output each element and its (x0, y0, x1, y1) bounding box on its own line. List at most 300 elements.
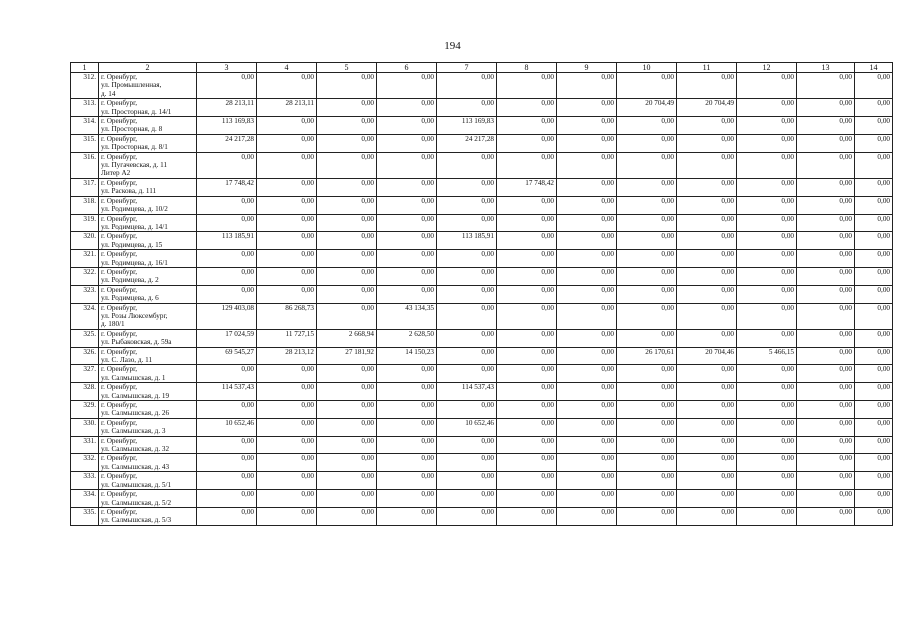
value-cell: 0,00 (617, 329, 677, 347)
value-cell: 43 134,35 (377, 303, 437, 329)
value-cell: 0,00 (437, 152, 497, 178)
value-cell: 0,00 (677, 507, 737, 525)
value-cell: 0,00 (197, 285, 257, 303)
value-cell: 10 652,46 (197, 418, 257, 436)
value-cell: 0,00 (497, 152, 557, 178)
column-header: 1 (71, 63, 99, 73)
value-cell: 0,00 (617, 214, 677, 232)
value-cell: 0,00 (737, 134, 797, 152)
value-cell: 0,00 (797, 454, 855, 472)
value-cell: 5 466,15 (737, 347, 797, 365)
value-cell: 0,00 (437, 401, 497, 419)
table-row (71, 99, 893, 117)
value-cell: 0,00 (437, 365, 497, 383)
value-cell: 0,00 (797, 418, 855, 436)
table-row (71, 418, 893, 436)
value-cell: 2 668,94 (317, 329, 377, 347)
value-cell: 0,00 (737, 401, 797, 419)
value-cell: 0,00 (257, 507, 317, 525)
value-cell: 0,00 (797, 490, 855, 508)
value-cell: 0,00 (617, 73, 677, 99)
value-cell: 0,00 (437, 250, 497, 268)
column-header: 12 (737, 63, 797, 73)
value-cell: 0,00 (197, 365, 257, 383)
value-cell: 0,00 (737, 285, 797, 303)
value-cell: 0,00 (497, 490, 557, 508)
value-cell: 0,00 (737, 454, 797, 472)
value-cell: 0,00 (797, 285, 855, 303)
value-cell: 0,00 (437, 178, 497, 196)
value-cell: 0,00 (737, 383, 797, 401)
value-cell: 0,00 (497, 401, 557, 419)
value-cell: 0,00 (677, 383, 737, 401)
value-cell: 0,00 (855, 490, 893, 508)
value-cell: 0,00 (257, 178, 317, 196)
value-cell: 0,00 (617, 178, 677, 196)
value-cell: 0,00 (855, 196, 893, 214)
row-number: 314. (71, 117, 99, 135)
table-row (71, 383, 893, 401)
row-number: 318. (71, 196, 99, 214)
value-cell: 0,00 (797, 303, 855, 329)
value-cell: 0,00 (497, 329, 557, 347)
value-cell: 0,00 (437, 214, 497, 232)
header-row (71, 63, 893, 73)
value-cell: 27 181,92 (317, 347, 377, 365)
address-cell: г. Оренбург, ул. Промышленная, д. 14 (99, 73, 197, 99)
value-cell: 11 727,15 (257, 329, 317, 347)
table-row (71, 347, 893, 365)
value-cell: 0,00 (257, 418, 317, 436)
value-cell: 0,00 (197, 267, 257, 285)
value-cell: 0,00 (797, 401, 855, 419)
value-cell: 17 748,42 (197, 178, 257, 196)
value-cell: 0,00 (377, 250, 437, 268)
table-row (71, 507, 893, 525)
value-cell: 0,00 (437, 347, 497, 365)
value-cell: 0,00 (737, 365, 797, 383)
value-cell: 0,00 (797, 134, 855, 152)
row-number: 328. (71, 383, 99, 401)
value-cell: 0,00 (377, 196, 437, 214)
value-cell: 0,00 (617, 267, 677, 285)
value-cell: 0,00 (617, 117, 677, 135)
value-cell: 20 704,49 (677, 99, 737, 117)
value-cell: 0,00 (197, 73, 257, 99)
value-cell: 2 628,50 (377, 329, 437, 347)
table-row (71, 303, 893, 329)
row-number: 326. (71, 347, 99, 365)
value-cell: 0,00 (377, 152, 437, 178)
value-cell: 0,00 (557, 401, 617, 419)
address-cell: г. Оренбург, ул. Родимцева, д. 2 (99, 267, 197, 285)
value-cell: 0,00 (377, 383, 437, 401)
value-cell: 0,00 (497, 267, 557, 285)
value-cell: 0,00 (737, 232, 797, 250)
value-cell: 0,00 (557, 178, 617, 196)
value-cell: 0,00 (797, 329, 855, 347)
value-cell: 0,00 (437, 436, 497, 454)
value-cell: 17 748,42 (497, 178, 557, 196)
value-cell: 0,00 (437, 329, 497, 347)
value-cell: 0,00 (617, 152, 677, 178)
value-cell: 0,00 (317, 99, 377, 117)
value-cell: 0,00 (677, 436, 737, 454)
value-cell: 0,00 (257, 285, 317, 303)
value-cell: 0,00 (617, 303, 677, 329)
value-cell: 113 169,83 (437, 117, 497, 135)
value-cell: 0,00 (855, 134, 893, 152)
value-cell: 0,00 (317, 214, 377, 232)
address-cell: г. Оренбург, ул. Родимцева, д. 16/1 (99, 250, 197, 268)
value-cell: 0,00 (855, 472, 893, 490)
row-number: 317. (71, 178, 99, 196)
value-cell: 0,00 (557, 436, 617, 454)
table-row (71, 232, 893, 250)
value-cell: 0,00 (617, 472, 677, 490)
value-cell: 14 150,23 (377, 347, 437, 365)
table-row (71, 436, 893, 454)
value-cell: 0,00 (855, 250, 893, 268)
value-cell: 0,00 (437, 507, 497, 525)
value-cell: 0,00 (497, 73, 557, 99)
value-cell: 0,00 (197, 507, 257, 525)
value-cell: 24 217,28 (437, 134, 497, 152)
value-cell: 0,00 (737, 73, 797, 99)
value-cell: 0,00 (497, 418, 557, 436)
value-cell: 28 213,11 (197, 99, 257, 117)
value-cell: 0,00 (197, 214, 257, 232)
value-cell: 0,00 (677, 73, 737, 99)
column-header: 14 (855, 63, 893, 73)
value-cell: 0,00 (497, 365, 557, 383)
row-number: 322. (71, 267, 99, 285)
column-header: 10 (617, 63, 677, 73)
value-cell: 113 169,83 (197, 117, 257, 135)
value-cell: 0,00 (377, 285, 437, 303)
value-cell: 0,00 (317, 134, 377, 152)
address-cell: г. Оренбург, ул. Салмышская, д. 3 (99, 418, 197, 436)
value-cell: 0,00 (377, 454, 437, 472)
address-cell: г. Оренбург, ул. Родимцева, д. 6 (99, 285, 197, 303)
value-cell: 0,00 (497, 507, 557, 525)
address-cell: г. Оренбург, ул. Просторная, д. 14/1 (99, 99, 197, 117)
address-cell: г. Оренбург, ул. Салмышская, д. 26 (99, 401, 197, 419)
value-cell: 0,00 (197, 152, 257, 178)
value-cell: 0,00 (797, 365, 855, 383)
value-cell: 0,00 (437, 303, 497, 329)
value-cell: 0,00 (797, 214, 855, 232)
value-cell: 0,00 (437, 472, 497, 490)
table-row (71, 196, 893, 214)
row-number: 334. (71, 490, 99, 508)
value-cell: 0,00 (317, 117, 377, 135)
value-cell: 0,00 (437, 285, 497, 303)
value-cell: 0,00 (257, 383, 317, 401)
table-row (71, 365, 893, 383)
value-cell: 0,00 (257, 134, 317, 152)
table-row (71, 117, 893, 135)
value-cell: 0,00 (437, 196, 497, 214)
table-row (71, 401, 893, 419)
table-body (71, 73, 893, 526)
value-cell: 0,00 (677, 117, 737, 135)
value-cell: 0,00 (797, 347, 855, 365)
address-cell: г. Оренбург, ул. Салмышская, д. 5/3 (99, 507, 197, 525)
value-cell: 113 185,91 (197, 232, 257, 250)
value-cell: 0,00 (677, 454, 737, 472)
page-number: 194 (444, 40, 461, 52)
value-cell: 0,00 (377, 507, 437, 525)
value-cell: 0,00 (737, 250, 797, 268)
table-row (71, 285, 893, 303)
value-cell: 0,00 (677, 152, 737, 178)
table-row (71, 214, 893, 232)
value-cell: 0,00 (677, 418, 737, 436)
value-cell: 0,00 (377, 178, 437, 196)
value-cell: 0,00 (737, 99, 797, 117)
row-number: 321. (71, 250, 99, 268)
address-cell: г. Оренбург, ул. Салмышская, д. 1 (99, 365, 197, 383)
value-cell: 114 537,43 (437, 383, 497, 401)
value-cell: 0,00 (737, 490, 797, 508)
value-cell: 0,00 (797, 152, 855, 178)
data-table (70, 62, 893, 526)
value-cell: 0,00 (317, 250, 377, 268)
value-cell: 0,00 (497, 214, 557, 232)
value-cell: 0,00 (257, 472, 317, 490)
row-number: 320. (71, 232, 99, 250)
table-row (71, 152, 893, 178)
value-cell: 0,00 (797, 507, 855, 525)
value-cell: 86 268,73 (257, 303, 317, 329)
value-cell: 0,00 (855, 73, 893, 99)
value-cell: 0,00 (797, 232, 855, 250)
address-cell: г. Оренбург, ул. С. Лазо, д. 11 (99, 347, 197, 365)
value-cell: 17 024,59 (197, 329, 257, 347)
value-cell: 0,00 (557, 507, 617, 525)
address-cell: г. Оренбург, ул. Пугачевская, д. 11 Литер А2 (99, 152, 197, 178)
row-number: 319. (71, 214, 99, 232)
value-cell: 0,00 (317, 196, 377, 214)
value-cell: 0,00 (497, 99, 557, 117)
address-cell: г. Оренбург, ул. Рыбаковская, д. 59а (99, 329, 197, 347)
address-cell: г. Оренбург, ул. Розы Люксембург, д. 180/1 (99, 303, 197, 329)
value-cell: 0,00 (557, 347, 617, 365)
table-header (71, 63, 893, 73)
value-cell: 0,00 (317, 418, 377, 436)
value-cell: 113 185,91 (437, 232, 497, 250)
table-row (71, 454, 893, 472)
value-cell: 0,00 (497, 347, 557, 365)
value-cell: 0,00 (855, 383, 893, 401)
address-cell: г. Оренбург, ул. Родимцева, д. 10/2 (99, 196, 197, 214)
row-number: 330. (71, 418, 99, 436)
row-number: 323. (71, 285, 99, 303)
value-cell: 0,00 (317, 472, 377, 490)
column-header: 6 (377, 63, 437, 73)
value-cell: 0,00 (737, 472, 797, 490)
value-cell: 0,00 (257, 490, 317, 508)
value-cell: 0,00 (677, 401, 737, 419)
value-cell: 0,00 (855, 285, 893, 303)
value-cell: 0,00 (855, 347, 893, 365)
value-cell: 0,00 (617, 383, 677, 401)
value-cell: 0,00 (377, 418, 437, 436)
value-cell: 0,00 (257, 117, 317, 135)
value-cell: 0,00 (557, 73, 617, 99)
value-cell: 0,00 (377, 436, 437, 454)
value-cell: 0,00 (557, 232, 617, 250)
value-cell: 0,00 (737, 152, 797, 178)
value-cell: 0,00 (557, 117, 617, 135)
value-cell: 0,00 (317, 507, 377, 525)
value-cell: 0,00 (557, 418, 617, 436)
value-cell: 0,00 (617, 507, 677, 525)
value-cell: 0,00 (617, 285, 677, 303)
table-row (71, 73, 893, 99)
address-cell: г. Оренбург, ул. Родимцева, д. 15 (99, 232, 197, 250)
table-row (71, 490, 893, 508)
value-cell: 0,00 (677, 214, 737, 232)
value-cell: 0,00 (557, 365, 617, 383)
value-cell: 0,00 (497, 232, 557, 250)
value-cell: 0,00 (557, 285, 617, 303)
value-cell: 0,00 (377, 365, 437, 383)
value-cell: 0,00 (797, 267, 855, 285)
value-cell: 0,00 (737, 267, 797, 285)
address-cell: г. Оренбург, ул. Салмышская, д. 32 (99, 436, 197, 454)
value-cell: 0,00 (677, 365, 737, 383)
address-cell: г. Оренбург, ул. Раскова, д. 111 (99, 178, 197, 196)
value-cell: 0,00 (257, 152, 317, 178)
row-number: 335. (71, 507, 99, 525)
value-cell: 0,00 (257, 73, 317, 99)
value-cell: 0,00 (855, 418, 893, 436)
column-header: 2 (99, 63, 197, 73)
address-cell: г. Оренбург, ул. Салмышская, д. 19 (99, 383, 197, 401)
value-cell: 0,00 (197, 436, 257, 454)
value-cell: 0,00 (855, 303, 893, 329)
value-cell: 0,00 (855, 178, 893, 196)
value-cell: 0,00 (497, 196, 557, 214)
value-cell: 0,00 (557, 134, 617, 152)
value-cell: 0,00 (377, 214, 437, 232)
value-cell: 129 403,08 (197, 303, 257, 329)
table-row (71, 472, 893, 490)
value-cell: 0,00 (257, 365, 317, 383)
value-cell: 0,00 (257, 401, 317, 419)
value-cell: 0,00 (737, 329, 797, 347)
value-cell: 0,00 (797, 436, 855, 454)
row-number: 312. (71, 73, 99, 99)
value-cell: 0,00 (197, 454, 257, 472)
value-cell: 0,00 (737, 196, 797, 214)
value-cell: 0,00 (197, 196, 257, 214)
value-cell: 0,00 (855, 401, 893, 419)
column-header: 11 (677, 63, 737, 73)
value-cell: 0,00 (677, 472, 737, 490)
value-cell: 0,00 (557, 472, 617, 490)
table-row (71, 134, 893, 152)
value-cell: 0,00 (797, 196, 855, 214)
value-cell: 0,00 (557, 454, 617, 472)
value-cell: 0,00 (557, 250, 617, 268)
value-cell: 0,00 (557, 99, 617, 117)
value-cell: 0,00 (855, 232, 893, 250)
value-cell: 0,00 (797, 73, 855, 99)
value-cell: 0,00 (677, 232, 737, 250)
column-header: 13 (797, 63, 855, 73)
value-cell: 0,00 (855, 436, 893, 454)
value-cell: 28 213,12 (257, 347, 317, 365)
value-cell: 0,00 (617, 365, 677, 383)
value-cell: 0,00 (617, 454, 677, 472)
value-cell: 0,00 (557, 214, 617, 232)
value-cell: 0,00 (617, 490, 677, 508)
value-cell: 0,00 (437, 99, 497, 117)
value-cell: 0,00 (197, 472, 257, 490)
address-cell: г. Оренбург, ул. Просторная, д. 8 (99, 117, 197, 135)
value-cell: 0,00 (797, 117, 855, 135)
value-cell: 0,00 (677, 134, 737, 152)
address-cell: г. Оренбург, ул. Просторная, д. 8/1 (99, 134, 197, 152)
value-cell: 0,00 (855, 214, 893, 232)
value-cell: 0,00 (377, 490, 437, 508)
row-number: 333. (71, 472, 99, 490)
column-header: 3 (197, 63, 257, 73)
row-number: 329. (71, 401, 99, 419)
column-header: 9 (557, 63, 617, 73)
value-cell: 0,00 (497, 134, 557, 152)
column-header: 8 (497, 63, 557, 73)
value-cell: 0,00 (377, 401, 437, 419)
value-cell: 0,00 (377, 134, 437, 152)
value-cell: 0,00 (677, 285, 737, 303)
row-number: 315. (71, 134, 99, 152)
value-cell: 0,00 (797, 250, 855, 268)
value-cell: 0,00 (317, 436, 377, 454)
value-cell: 0,00 (737, 436, 797, 454)
row-number: 316. (71, 152, 99, 178)
value-cell: 20 704,46 (677, 347, 737, 365)
value-cell: 10 652,46 (437, 418, 497, 436)
value-cell: 0,00 (617, 232, 677, 250)
value-cell: 0,00 (257, 214, 317, 232)
value-cell: 0,00 (317, 365, 377, 383)
value-cell: 0,00 (377, 73, 437, 99)
value-cell: 0,00 (557, 383, 617, 401)
address-cell: г. Оренбург, ул. Салмышская, д. 5/1 (99, 472, 197, 490)
address-cell: г. Оренбург, ул. Салмышская, д. 43 (99, 454, 197, 472)
row-number: 325. (71, 329, 99, 347)
value-cell: 0,00 (377, 232, 437, 250)
value-cell: 0,00 (317, 383, 377, 401)
value-cell: 0,00 (317, 454, 377, 472)
value-cell: 24 217,28 (197, 134, 257, 152)
value-cell: 0,00 (737, 214, 797, 232)
value-cell: 0,00 (677, 490, 737, 508)
value-cell: 0,00 (617, 436, 677, 454)
value-cell: 0,00 (317, 178, 377, 196)
value-cell: 0,00 (317, 285, 377, 303)
row-number: 324. (71, 303, 99, 329)
value-cell: 0,00 (497, 285, 557, 303)
value-cell: 0,00 (257, 196, 317, 214)
value-cell: 0,00 (617, 418, 677, 436)
value-cell: 0,00 (437, 490, 497, 508)
value-cell: 28 213,11 (257, 99, 317, 117)
